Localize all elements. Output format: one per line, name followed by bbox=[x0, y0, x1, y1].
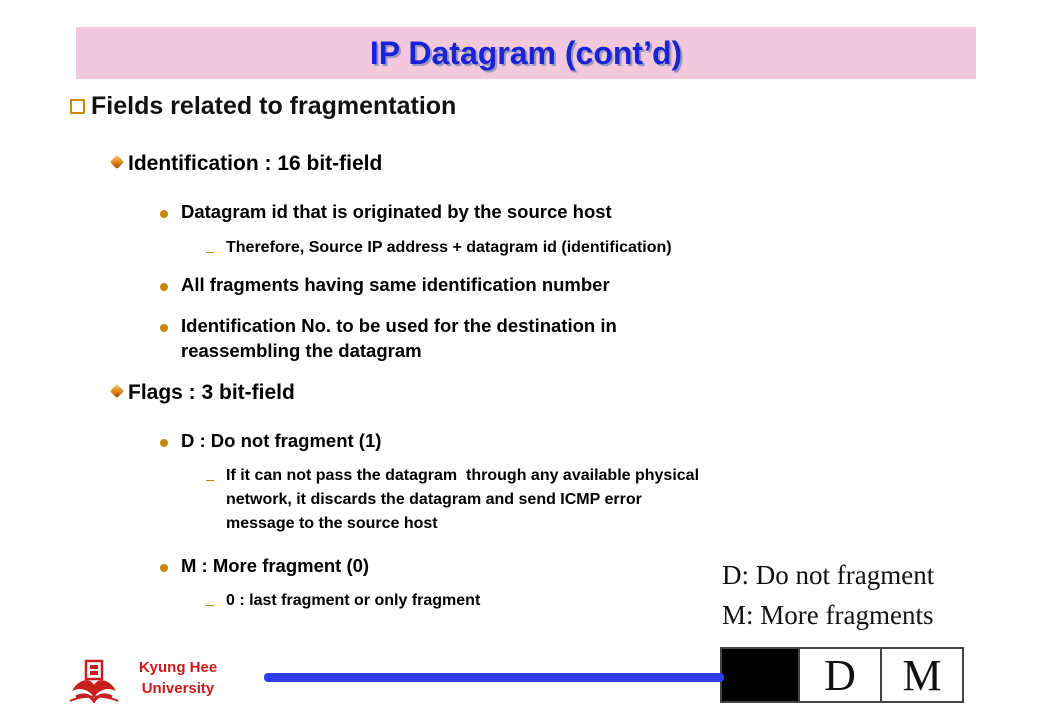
m-bit-cell: M bbox=[880, 649, 962, 701]
identification-label: Identification : 16 bit-field bbox=[128, 152, 383, 175]
list-item bbox=[160, 428, 381, 453]
title-bar bbox=[76, 27, 976, 79]
sub-list-item bbox=[206, 589, 480, 613]
list-item bbox=[160, 553, 369, 578]
item-text: M : More fragment (0) bbox=[181, 555, 370, 576]
footer-line bbox=[264, 673, 724, 682]
dash-bullet-icon bbox=[206, 480, 214, 481]
item-text: D : Do not fragment (1) bbox=[181, 430, 382, 451]
university-logo-icon bbox=[66, 657, 122, 707]
sub-item-text: 0 : last fragment or only fragment bbox=[226, 592, 481, 609]
dash-bullet-icon bbox=[206, 605, 214, 606]
sub-list-item bbox=[206, 236, 672, 260]
university-line-1: Kyung Hee bbox=[138, 659, 218, 676]
dash-bullet-icon bbox=[206, 252, 214, 253]
flags-label: Flags : 3 bit-field bbox=[128, 381, 295, 404]
list-item bbox=[160, 199, 612, 224]
slide-title: IP Datagram (cont’d) bbox=[369, 34, 683, 71]
flag-bits-table bbox=[720, 647, 964, 703]
list-item bbox=[160, 313, 617, 363]
item-text: Identification No. to be used for the destination in reassembling the datagram bbox=[181, 315, 617, 361]
university-line-2: University bbox=[141, 680, 215, 697]
square-bullet-icon bbox=[70, 99, 85, 114]
university-name bbox=[124, 657, 232, 699]
list-item bbox=[160, 272, 610, 297]
sub-list-item bbox=[206, 464, 699, 536]
item-text: Datagram id that is originated by the source host bbox=[181, 201, 612, 222]
heading-text: Fields related to fragmentation bbox=[91, 92, 457, 120]
legend-d: D: Do not fragment bbox=[722, 560, 935, 590]
dot-bullet-icon bbox=[160, 283, 168, 291]
dot-bullet-icon bbox=[160, 439, 168, 447]
sub-item-text: If it can not pass the datagram through any available physical network, it discards the datagram and send ICMP error message to the source host bbox=[226, 467, 700, 532]
item-text: All fragments having same identification number bbox=[181, 274, 610, 295]
diamond-bullet-icon bbox=[110, 155, 124, 169]
d-bit-cell: D bbox=[798, 649, 880, 701]
dot-bullet-icon bbox=[160, 324, 168, 332]
identification-heading bbox=[112, 152, 382, 176]
dot-bullet-icon bbox=[160, 210, 168, 218]
legend-m: M: More fragments bbox=[722, 600, 934, 630]
dot-bullet-icon bbox=[160, 564, 168, 572]
flags-heading bbox=[112, 381, 295, 405]
sub-item-text: Therefore, Source IP address + datagram id (identification) bbox=[226, 239, 672, 256]
reserved-bit-cell bbox=[722, 649, 798, 701]
section-heading bbox=[70, 92, 456, 121]
diamond-bullet-icon bbox=[110, 384, 124, 398]
